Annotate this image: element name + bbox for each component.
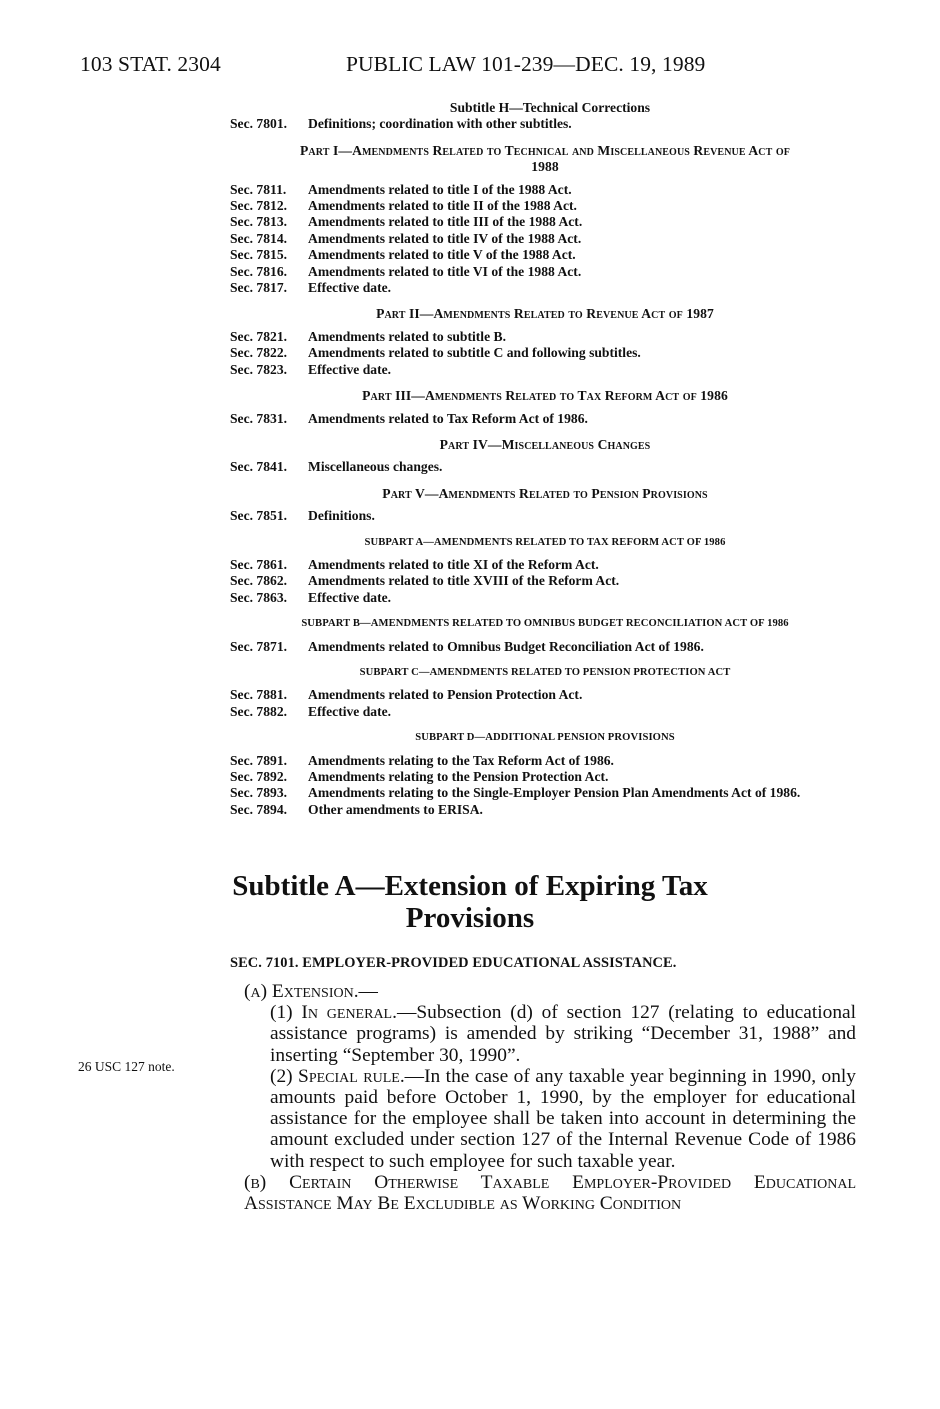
part-2-title: Part II—Amendments Related to Revenue Act of 1987 (376, 306, 714, 322)
toc-row (230, 557, 860, 573)
toc-section-number: Sec. 7831. (230, 410, 288, 426)
toc-row (230, 362, 860, 378)
toc-section-title: Definitions. (308, 508, 375, 524)
toc-row (230, 785, 860, 801)
part-4-title: Part IV—Miscellaneous Changes (439, 436, 651, 452)
toc-section-title: Amendments related to Pension Protection Act. (308, 687, 583, 703)
part-1-list (230, 182, 860, 297)
toc-section-title: Effective date. (308, 589, 392, 605)
toc-section-number: Sec. 7817. (230, 280, 288, 296)
toc-section-number: Sec. 7871. (230, 638, 288, 654)
toc-section-number: Sec. 7841. (230, 459, 288, 475)
subtitle-a-heading (0, 870, 940, 934)
toc-section-title: Amendments related to Omnibus Budget Reconciliation Act of 1986. (308, 638, 704, 654)
toc-section-title: Amendments related to title II of the 1988 Act. (308, 198, 577, 214)
toc-row (230, 345, 860, 361)
toc-row (230, 459, 860, 475)
toc-section-number: Sec. 7881. (230, 687, 288, 703)
toc-section-number: Sec. 7851. (230, 508, 288, 524)
toc-section-title: Amendments related to title VI of the 1988 Act. (308, 263, 582, 279)
toc-section-title: Effective date. (308, 280, 392, 296)
subpart-d-list (230, 753, 860, 819)
toc-section-title: Amendments relating to the Single-Employer Pension Plan Amendments Act of 1986. (308, 785, 801, 801)
toc-section-number: Sec. 7821. (230, 328, 288, 344)
part-2-list (230, 329, 860, 378)
toc-row (230, 329, 860, 345)
toc-section-title: Other amendments to ERISA. (308, 801, 483, 817)
part-1-heading (230, 143, 860, 176)
toc-row (230, 280, 860, 296)
toc-section-title: Effective date. (308, 703, 392, 719)
subtitle-a-line-2: Provisions (405, 902, 535, 934)
toc-row (230, 247, 860, 263)
toc-section-title: Amendments relating to the Tax Reform Act of 1986. (308, 752, 614, 768)
toc-row (230, 590, 860, 606)
toc-section-number: Sec. 7892. (230, 769, 288, 784)
subsection-a-heading: (a) Extension.— (244, 981, 378, 1002)
subsection-b-heading: (b) Certain Otherwise Taxable Employer-Provided Educational Assistance May Be Excludible as Working Condition (244, 1171, 856, 1215)
table-of-contents (230, 100, 860, 818)
toc-row (230, 573, 860, 589)
toc-row (230, 769, 860, 785)
toc-section-title: Amendments relating to the Pension Protection Act. (308, 769, 609, 784)
toc-row (230, 116, 860, 132)
toc-row (230, 231, 860, 247)
toc-section-number: Sec. 7814. (230, 230, 288, 246)
toc-section-number: Sec. 7891. (230, 752, 288, 768)
page-header (0, 52, 940, 82)
public-law-citation: PUBLIC LAW 101-239—DEC. 19, 1989 (346, 52, 706, 76)
toc-section-number: Sec. 7893. (230, 785, 288, 801)
paragraph-a2 (244, 1066, 856, 1172)
toc-section-title: Amendments related to title XVIII of the Reform Act. (308, 573, 620, 589)
subtitle-a-line-1: Subtitle A—Extension of Expiring Tax (232, 870, 708, 902)
subtitle-h-heading: Subtitle H—Technical Corrections (449, 100, 651, 115)
part-2-heading (230, 306, 860, 322)
subpart-b-heading: SUBPART B—AMENDMENTS RELATED TO OMNIBUS BUDGET RECONCILIATION ACT OF 1986 (301, 618, 789, 630)
section-heading: SEC. 7101. EMPLOYER-PROVIDED EDUCATIONAL ASSISTANCE. (230, 955, 677, 971)
part-3-heading (230, 388, 860, 404)
toc-section-title: Amendments related to title I of the 1988 Act. (308, 181, 572, 197)
part-3-title: Part III—Amendments Related to Tax Reform Act of 1986 (362, 388, 728, 404)
toc-row (230, 411, 860, 427)
toc-row (230, 753, 860, 769)
toc-row (230, 704, 860, 720)
subpart-a-heading: SUBPART A—AMENDMENTS RELATED TO TAX REFORM ACT OF 1986 (364, 536, 726, 548)
paragraph-a1-text: Subsection (d) of section 127 (relating to educational assistance programs) is amended by striking “December 31, 1988” and inserting “September 30, 1990”. (270, 1002, 857, 1066)
toc-row (230, 639, 860, 655)
toc-section-title: Amendments related to title V of the 1988 Act. (308, 247, 576, 263)
toc-section-number: Sec. 7862. (230, 573, 288, 589)
toc-row (230, 182, 860, 198)
toc-section-number: Sec. 7801. (230, 116, 288, 132)
toc-row (230, 687, 860, 703)
subpart-c-heading: SUBPART C—AMENDMENTS RELATED TO PENSION PROTECTION ACT (359, 666, 731, 678)
toc-section-title: Miscellaneous changes. (308, 459, 443, 475)
section-body (244, 981, 856, 1214)
part-4-heading (230, 437, 860, 453)
toc-section-number: Sec. 7813. (230, 214, 288, 230)
toc-section-number: Sec. 7816. (230, 263, 288, 279)
paragraph-a1-label: (1) In general.— (270, 1002, 417, 1024)
toc-section-number: Sec. 7822. (230, 345, 288, 361)
subpart-d-heading: SUBPART D—ADDITIONAL PENSION PROVISIONS (415, 732, 675, 744)
margin-note: 26 USC 127 note. (78, 1059, 175, 1074)
part-1-title: Part I—Amendments Related to Technical and Miscellaneous Revenue Act of (300, 142, 790, 158)
statute-page-number: 103 STAT. 2304 (80, 52, 221, 76)
toc-row (230, 508, 860, 524)
subsection-b (244, 1172, 856, 1214)
toc-section-number: Sec. 7894. (230, 801, 288, 817)
toc-section-title: Amendments related to title III of the 1988 Act. (308, 214, 583, 230)
paragraph-a2-label: (2) Special rule.— (270, 1065, 425, 1087)
part-1-year: 1988 (531, 159, 559, 175)
toc-section-number: Sec. 7861. (230, 556, 288, 572)
toc-section-title: Amendments related to subtitle B. (308, 328, 506, 344)
subpart-a-list (230, 557, 860, 606)
part-5-heading (230, 486, 860, 502)
toc-section-number: Sec. 7815. (230, 247, 288, 263)
toc-row (230, 214, 860, 230)
subsection-a-label (244, 981, 856, 1002)
toc-row (230, 802, 860, 818)
paragraph-a2-text: In the case of any taxable year beginning in 1990, only amounts paid before October 1, 1990, by the employer for educational assistance for the employee shall be taken into account in determining the amount excluded under section 127 of the Internal Revenue Code of 1986 with respect to such employee for such taxable year. (270, 1065, 856, 1172)
toc-section-title: Amendments related to Tax Reform Act of 1986. (308, 410, 588, 426)
toc-section-title: Amendments related to subtitle C and following subtitles. (308, 345, 641, 361)
paragraph-a1 (244, 1002, 856, 1066)
toc-section-number: Sec. 7812. (230, 198, 288, 214)
toc-section-number: Sec. 7811. (230, 181, 287, 197)
toc-row (230, 264, 860, 280)
toc-section-title: Definitions; coordination with other subtitles. (308, 116, 572, 132)
toc-section-title: Effective date. (308, 361, 392, 377)
toc-section-number: Sec. 7823. (230, 361, 288, 377)
part-5-title: Part V—Amendments Related to Pension Provisions (382, 485, 708, 501)
toc-row (230, 198, 860, 214)
toc-section-number: Sec. 7863. (230, 589, 288, 605)
toc-section-number: Sec. 7882. (230, 703, 288, 719)
subpart-c-list (230, 687, 860, 720)
toc-section-title: Amendments related to title XI of the Reform Act. (308, 556, 599, 572)
toc-section-title: Amendments related to title IV of the 1988 Act. (308, 230, 582, 246)
